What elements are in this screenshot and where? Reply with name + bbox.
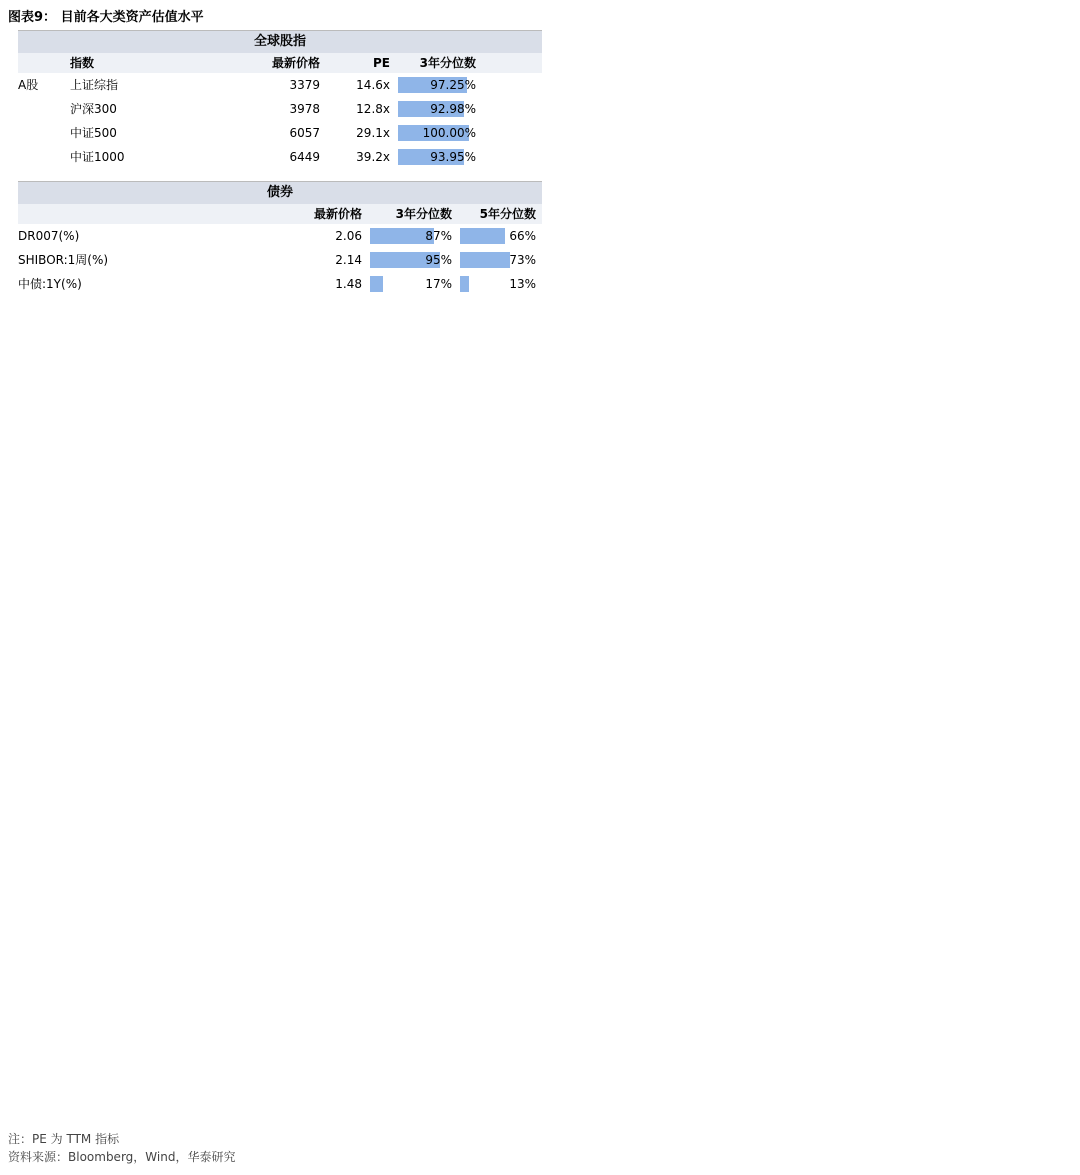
bond-name: SHIBOR:1周(%)	[18, 253, 109, 267]
p3	[396, 145, 482, 169]
bond-name: 中债:1Y(%)	[18, 277, 82, 291]
p5-value: 13%	[509, 277, 536, 291]
pe: 14.6x	[356, 78, 390, 92]
price: 3978	[289, 102, 320, 116]
global-header-group	[18, 53, 70, 73]
pe: 39.2x	[356, 150, 390, 164]
bond-header-price: 最新价格	[313, 207, 362, 221]
p3-value: 100.00%	[422, 126, 476, 140]
footer	[8, 1130, 235, 1166]
bond-row	[18, 224, 542, 248]
global-index-row	[18, 121, 542, 145]
global-index-rows	[18, 73, 542, 169]
p3-value: 93.95%	[430, 150, 476, 164]
price: 6057	[289, 126, 320, 140]
price: 3379	[289, 78, 320, 92]
pe: 12.8x	[356, 102, 390, 116]
p3-value: 97.25%	[430, 78, 476, 92]
global-index-panel	[18, 30, 542, 296]
price: 2.14	[335, 253, 362, 267]
bond-row	[18, 248, 542, 272]
bond-rows	[18, 224, 542, 296]
p3-value: 17%	[425, 277, 452, 291]
bond-name: DR007(%)	[18, 229, 80, 243]
bond-header-p5: 5年分位数	[479, 207, 536, 221]
bond-header-p3: 3年分位数	[395, 207, 452, 221]
figure-title: 图表9： 目前各大类资产估值水平	[8, 10, 204, 25]
global-header-index: 指数	[70, 56, 95, 70]
p5-value: 66%	[509, 229, 536, 243]
bond-header-row	[18, 204, 542, 224]
group	[18, 97, 70, 121]
p5	[458, 272, 542, 296]
pe: 29.1x	[356, 126, 390, 140]
group: A股	[18, 78, 39, 92]
footnote-pe: 注：PE 为 TTM 指标	[8, 1132, 120, 1146]
p5-value: 73%	[509, 253, 536, 267]
bond-title: 债券	[18, 181, 542, 204]
p3	[368, 272, 458, 296]
p3	[396, 73, 482, 97]
index-name: 上证综指	[70, 78, 119, 92]
index-name: 中证1000	[70, 150, 125, 164]
p3	[368, 248, 458, 272]
p5	[458, 224, 542, 248]
global-header-price: 最新价格	[271, 56, 320, 70]
p3	[368, 224, 458, 248]
group	[18, 145, 70, 169]
price: 6449	[289, 150, 320, 164]
index-name: 沪深300	[70, 102, 117, 116]
p3	[396, 121, 482, 145]
price: 1.48	[335, 277, 362, 291]
group	[18, 121, 70, 145]
global-index-title: 全球股指	[18, 30, 542, 53]
index-name: 中证500	[70, 126, 117, 140]
p3-value: 92.98%	[430, 102, 476, 116]
global-header-pe: PE	[373, 56, 390, 70]
bond-row	[18, 272, 542, 296]
source-note: 资料来源：Bloomberg，Wind，华泰研究	[8, 1150, 236, 1164]
p3	[396, 97, 482, 121]
global-header-row	[18, 53, 542, 73]
p3-value: 87%	[425, 229, 452, 243]
p3-value: 95%	[425, 253, 452, 267]
global-index-row	[18, 73, 542, 97]
bond-header-name	[18, 204, 268, 224]
global-header-p3: 3年分位数	[419, 56, 476, 70]
global-index-row	[18, 97, 542, 121]
global-index-row	[18, 145, 542, 169]
p5	[458, 248, 542, 272]
price: 2.06	[335, 229, 362, 243]
